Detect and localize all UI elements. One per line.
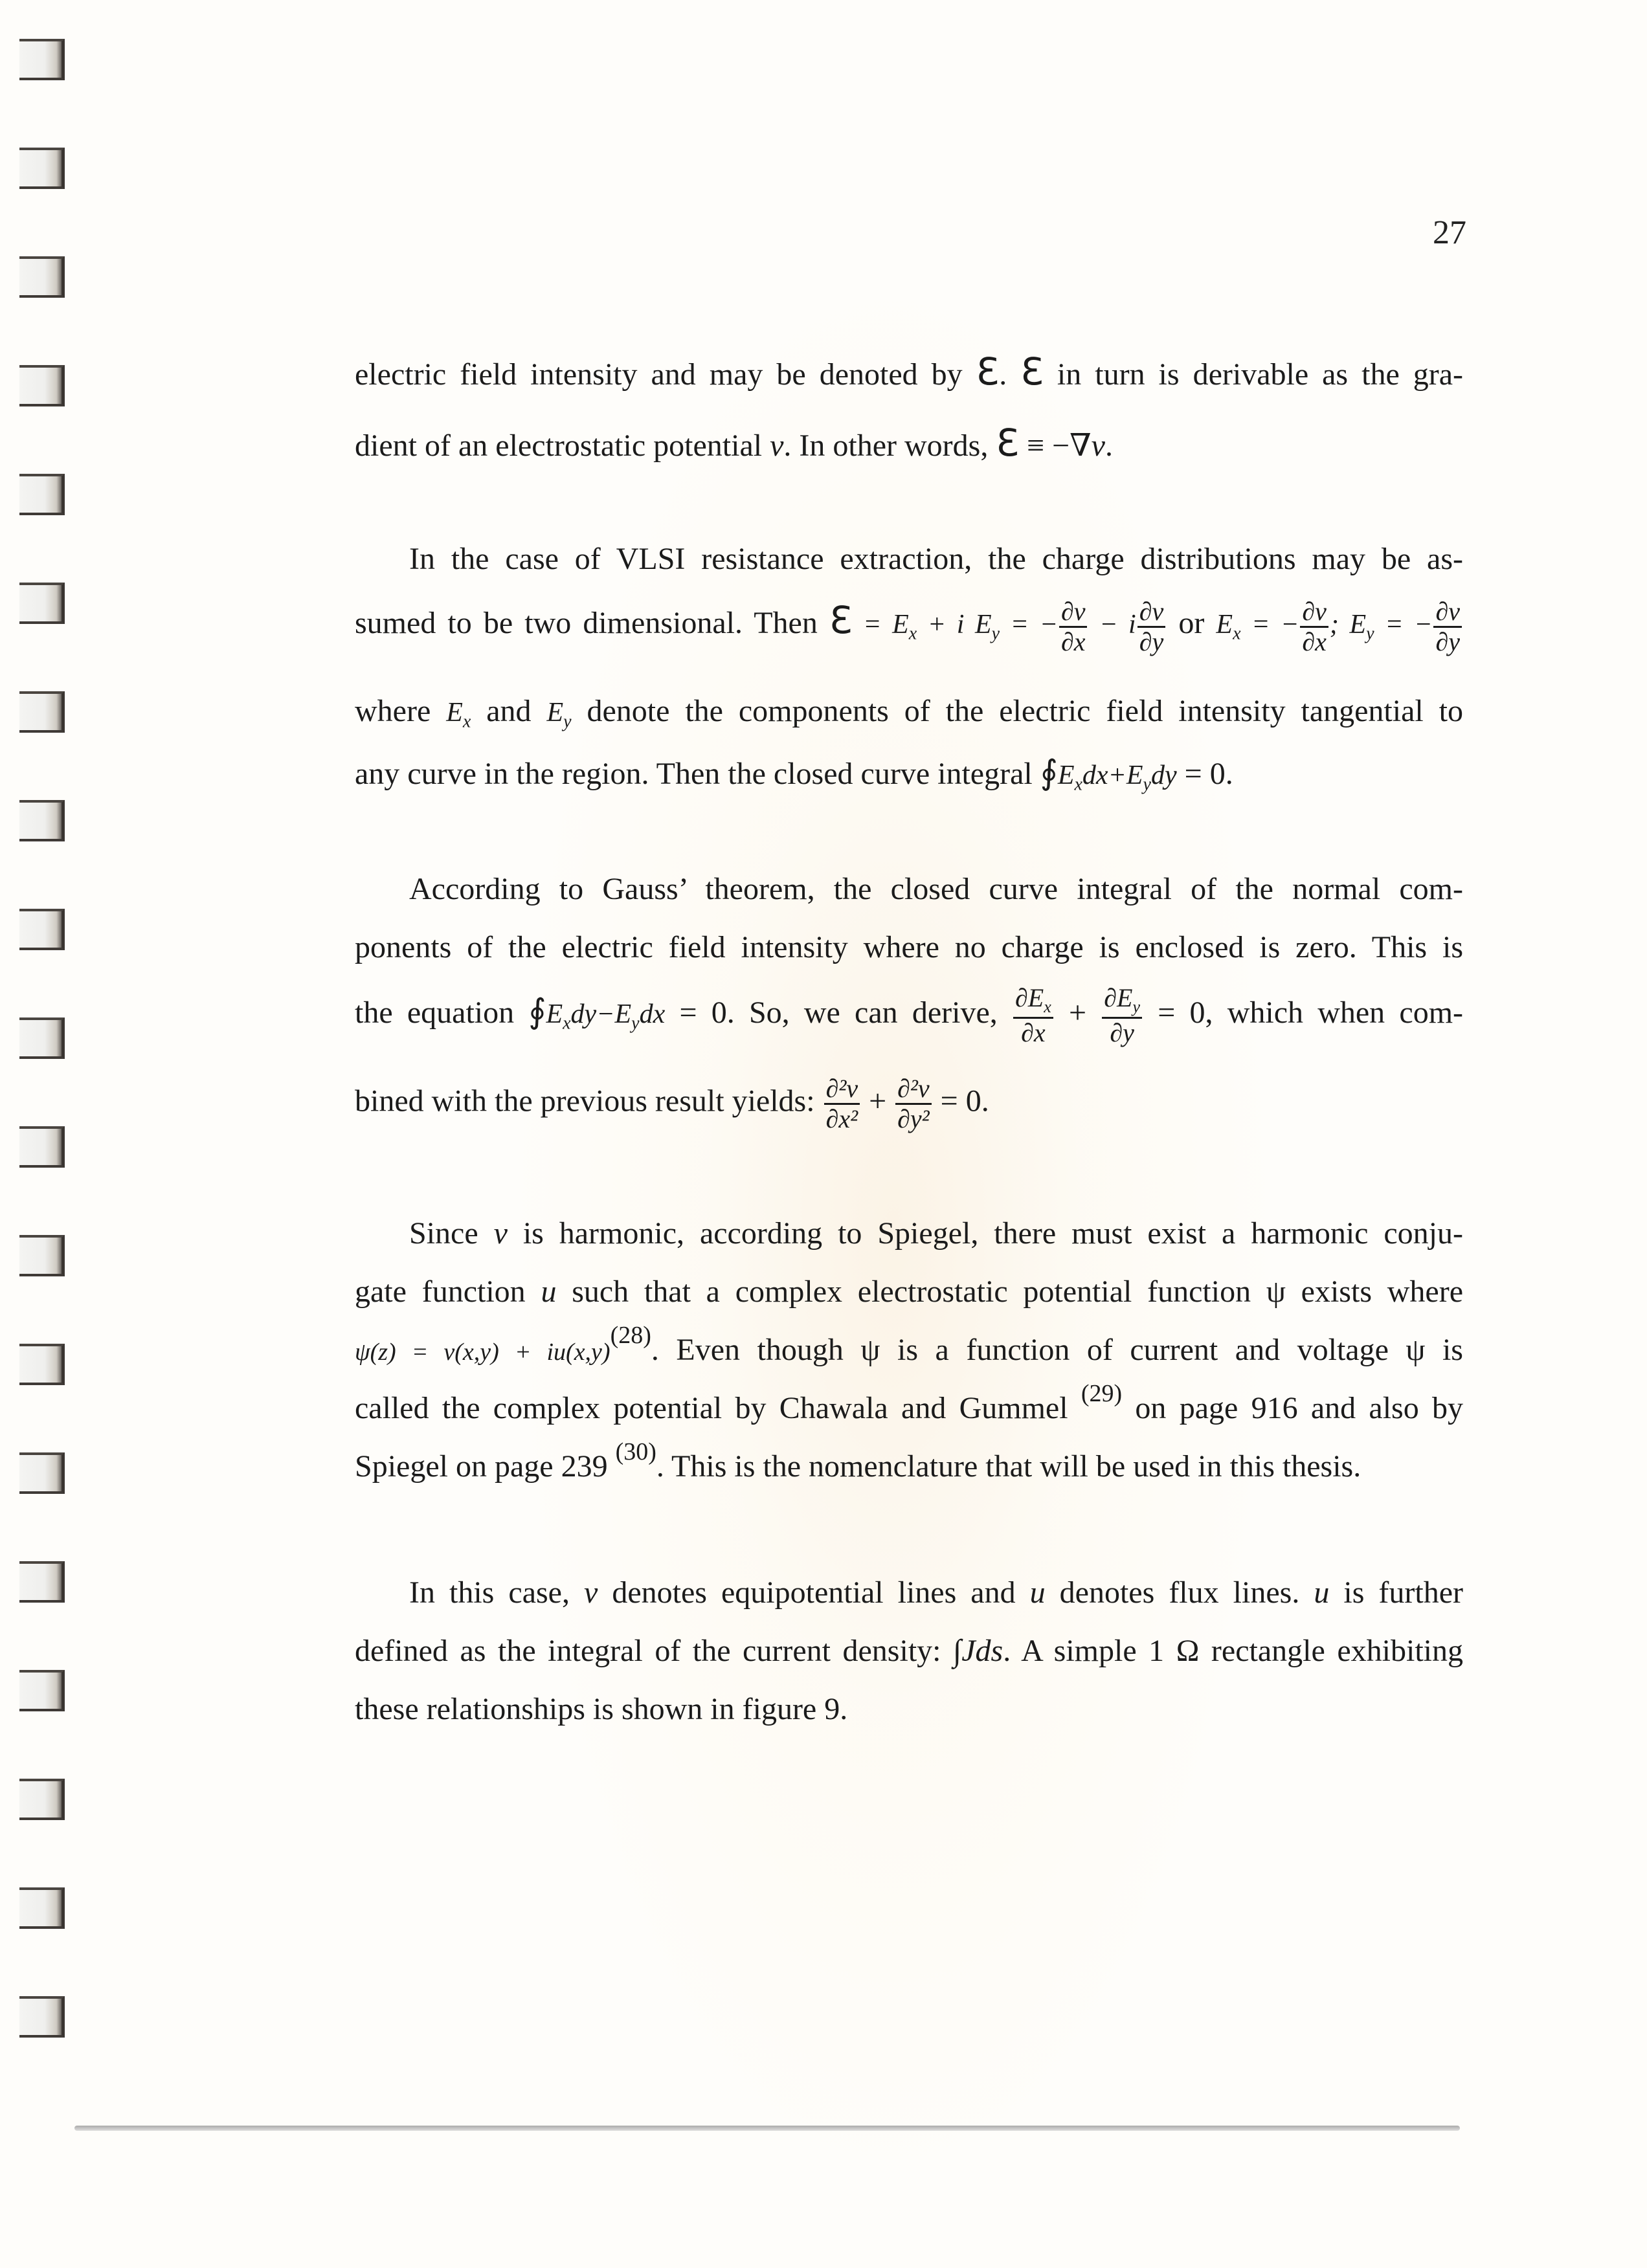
eq-part: ; (1329, 610, 1350, 640)
field-symbol: Ɛ (996, 421, 1019, 465)
fraction (1300, 599, 1328, 655)
text-span: . This is the nomenclature that will be used in this thesis. (656, 1449, 1361, 1484)
text-line (355, 874, 1463, 905)
denominator: ∂y² (897, 1104, 930, 1133)
text-line (355, 932, 1463, 963)
text-span: denote the components of the electric field intensity tangential to (571, 694, 1464, 728)
text-span: . In other words, (783, 428, 996, 463)
binding-ring (19, 148, 65, 189)
text-span: called the complex potential by Chawala and Gummel (355, 1391, 1081, 1425)
eq-part: E (1216, 610, 1233, 640)
math-var: ψ (1266, 1274, 1286, 1309)
text-span: = 0, which when com- (1143, 995, 1464, 1030)
text-span: denotes flux lines. (1045, 1575, 1314, 1610)
equation-line (355, 1076, 1463, 1132)
numerator: ∂v (1433, 599, 1462, 628)
binding-ring (19, 1126, 65, 1168)
math-var: ψ (1406, 1333, 1426, 1367)
spiral-binding (0, 0, 91, 2268)
citation-ref: (28) (610, 1322, 651, 1349)
text-span: = 0. So, we can derive, (665, 995, 1012, 1030)
page-edge-shadow (74, 2126, 1460, 2131)
eq-part: E (446, 698, 463, 728)
eq-part: = − (1000, 610, 1058, 640)
binding-ring (19, 800, 65, 841)
eq-part: ∂E (1104, 983, 1133, 1012)
citation-ref: (29) (1081, 1380, 1123, 1407)
numerator: ∂v (1137, 599, 1166, 628)
text-span: defined as the integral of the current density: (355, 1634, 954, 1668)
eq-part: dy (1150, 761, 1177, 790)
text-span: ≡ −∇ (1018, 428, 1092, 463)
text-span: dient of an electrostatic potential (355, 428, 770, 463)
math-var: ψ (860, 1333, 880, 1367)
text-span: electric field intensity and may be denoted by (355, 357, 976, 392)
binding-ring (19, 1017, 65, 1059)
eq-part: E (1057, 761, 1075, 790)
binding-ring (19, 1235, 65, 1276)
equation (852, 597, 1167, 656)
fraction (1059, 599, 1088, 655)
text-line (355, 421, 1463, 465)
denominator: ∂x (1302, 627, 1327, 656)
math-var: v (584, 1575, 598, 1610)
text-span: Since (409, 1216, 494, 1251)
text-span: any curve in the region. Then the closed curve integral (355, 757, 1040, 791)
binding-ring (19, 474, 65, 515)
equation-line (355, 985, 1463, 1046)
text-span: Spiegel on page 239 (355, 1449, 616, 1484)
fraction (895, 1076, 932, 1132)
denominator: ∂x (1021, 1018, 1046, 1047)
text-span: or (1167, 606, 1216, 641)
math-var: v (770, 428, 784, 463)
eq-part: = − (1374, 610, 1433, 640)
subscript: y (631, 1013, 640, 1034)
operator: + (861, 1084, 895, 1118)
text-span: exists where (1285, 1274, 1464, 1309)
page-number: 27 (1433, 214, 1466, 251)
text-span: . Even though (651, 1333, 861, 1367)
subscript: x (1074, 774, 1082, 795)
text-line (355, 696, 1463, 731)
denominator: ∂x² (825, 1104, 858, 1133)
subscript: y (1132, 997, 1140, 1016)
eq-part: dx (639, 999, 666, 1030)
text-span: where (355, 694, 447, 728)
subscript: y (1143, 774, 1151, 795)
text-span: bined with the previous result yields: (355, 1084, 823, 1118)
text-span: in turn is derivable as the gra- (1043, 357, 1464, 392)
text-span: = 0. (932, 1084, 989, 1118)
equation (446, 698, 471, 732)
eq-part: = − (1240, 610, 1299, 640)
text-span: the equation (355, 995, 529, 1030)
eq-part: dx+E (1082, 761, 1143, 790)
math-var: v (493, 1216, 508, 1251)
math-var: u (541, 1274, 557, 1309)
integral-expression: ∫Jds (953, 1634, 1003, 1668)
text-line (355, 1322, 1463, 1367)
subscript: x (462, 711, 471, 732)
text-span: ponents of the electric field intensity where no charge is enclosed is zero. This is (355, 930, 1463, 964)
eq-part: − i (1088, 610, 1136, 640)
subscript: y (991, 623, 1000, 644)
equation: ψ(z) = v(x,y) + iu(x,y) (355, 1339, 611, 1366)
field-symbol: Ɛ (976, 350, 1000, 394)
text-span: is a function of current and voltage (880, 1333, 1406, 1367)
subscript: x (563, 1013, 571, 1034)
text-line (355, 544, 1463, 575)
binding-ring (19, 1887, 65, 1929)
numerator: ∂²v (895, 1076, 932, 1105)
binding-ring (19, 39, 65, 80)
eq-part: ∂E (1015, 983, 1044, 1012)
eq-part: E (546, 698, 564, 728)
eq-part: E (1349, 610, 1367, 640)
text-span: on page 916 and also by (1122, 1391, 1464, 1425)
text-span: is (1425, 1333, 1463, 1367)
citation-ref: (30) (615, 1438, 656, 1465)
numerator (1102, 985, 1142, 1019)
text-span: denotes equipotential lines and (598, 1575, 1030, 1610)
eq-part: dy−E (570, 999, 632, 1030)
binding-ring (19, 1779, 65, 1820)
math-var: u (1029, 1575, 1046, 1610)
text-line (355, 1438, 1463, 1484)
text-span: sumed to be two dimensional. Then (355, 606, 829, 641)
denominator: ∂x (1060, 627, 1086, 656)
field-symbol: Ɛ (1020, 350, 1044, 394)
text-span: is harmonic, according to Spiegel, there must exist a harmonic conju- (507, 1216, 1464, 1251)
equation (1216, 597, 1463, 656)
text-span: According to Gauss’ theorem, the closed curve integral of the normal com- (409, 872, 1463, 906)
subscript: y (1366, 623, 1374, 644)
math-var: v (1091, 428, 1105, 463)
text-line (355, 1380, 1464, 1425)
equation-line (355, 599, 1463, 655)
eq-part: E (546, 999, 563, 1030)
numerator (1013, 985, 1053, 1019)
fraction (1433, 599, 1462, 655)
text-line (355, 1694, 1463, 1725)
binding-ring (19, 365, 65, 406)
field-symbol: Ɛ (829, 598, 853, 643)
binding-ring (19, 256, 65, 298)
denominator: ∂y (1139, 627, 1164, 656)
text-span: such that a complex electrostatic potential function (556, 1274, 1266, 1309)
text-span: is further (1329, 1575, 1464, 1610)
text-span: and (471, 694, 547, 728)
numerator: ∂v (1300, 599, 1328, 628)
binding-ring (19, 1996, 65, 2038)
fraction (1102, 985, 1142, 1046)
binding-ring (19, 1344, 65, 1385)
contour-integral-icon: ∮ (528, 992, 546, 1032)
subscript: x (1044, 997, 1051, 1016)
fraction (1013, 985, 1053, 1046)
text-span: In the case of VLSI resistance extraction, the charge distributions may be as- (409, 542, 1463, 576)
text-line (355, 350, 1464, 394)
text-line (355, 753, 1463, 795)
denominator: ∂y (1110, 1018, 1134, 1047)
text-span: these relationships is shown in figure 9. (355, 1692, 848, 1726)
operator: + (1054, 995, 1101, 1030)
text-span: . (999, 357, 1021, 392)
text-line (355, 1577, 1463, 1608)
subscript: x (1233, 623, 1241, 644)
subscript: x (908, 623, 917, 644)
subscript: y (563, 711, 572, 732)
eq-part: = E (852, 610, 909, 640)
binding-ring (19, 1561, 65, 1603)
binding-ring (19, 909, 65, 950)
numerator: ∂²v (824, 1076, 860, 1105)
text-span: . (1104, 428, 1113, 463)
equation (1057, 761, 1177, 795)
denominator: ∂y (1435, 627, 1460, 656)
text-span: = 0. (1176, 757, 1233, 791)
text-span: gate function (355, 1274, 541, 1309)
binding-ring (19, 691, 65, 733)
equation (546, 999, 666, 1034)
math-var: u (1314, 1575, 1330, 1610)
equation (546, 698, 572, 732)
eq-part: + i E (917, 610, 992, 640)
binding-ring (19, 583, 65, 624)
fraction (1137, 599, 1166, 655)
binding-ring (19, 1670, 65, 1711)
text-line (355, 1276, 1463, 1307)
numerator: ∂v (1059, 599, 1088, 628)
text-line (355, 1218, 1463, 1249)
fraction (824, 1076, 860, 1132)
contour-integral-icon: ∮ (1040, 753, 1058, 792)
text-span: . A simple 1 Ω rectangle exhibiting (1003, 1634, 1464, 1668)
text-line (355, 1636, 1463, 1667)
binding-ring (19, 1452, 65, 1494)
text-span: In this case, (409, 1575, 585, 1610)
